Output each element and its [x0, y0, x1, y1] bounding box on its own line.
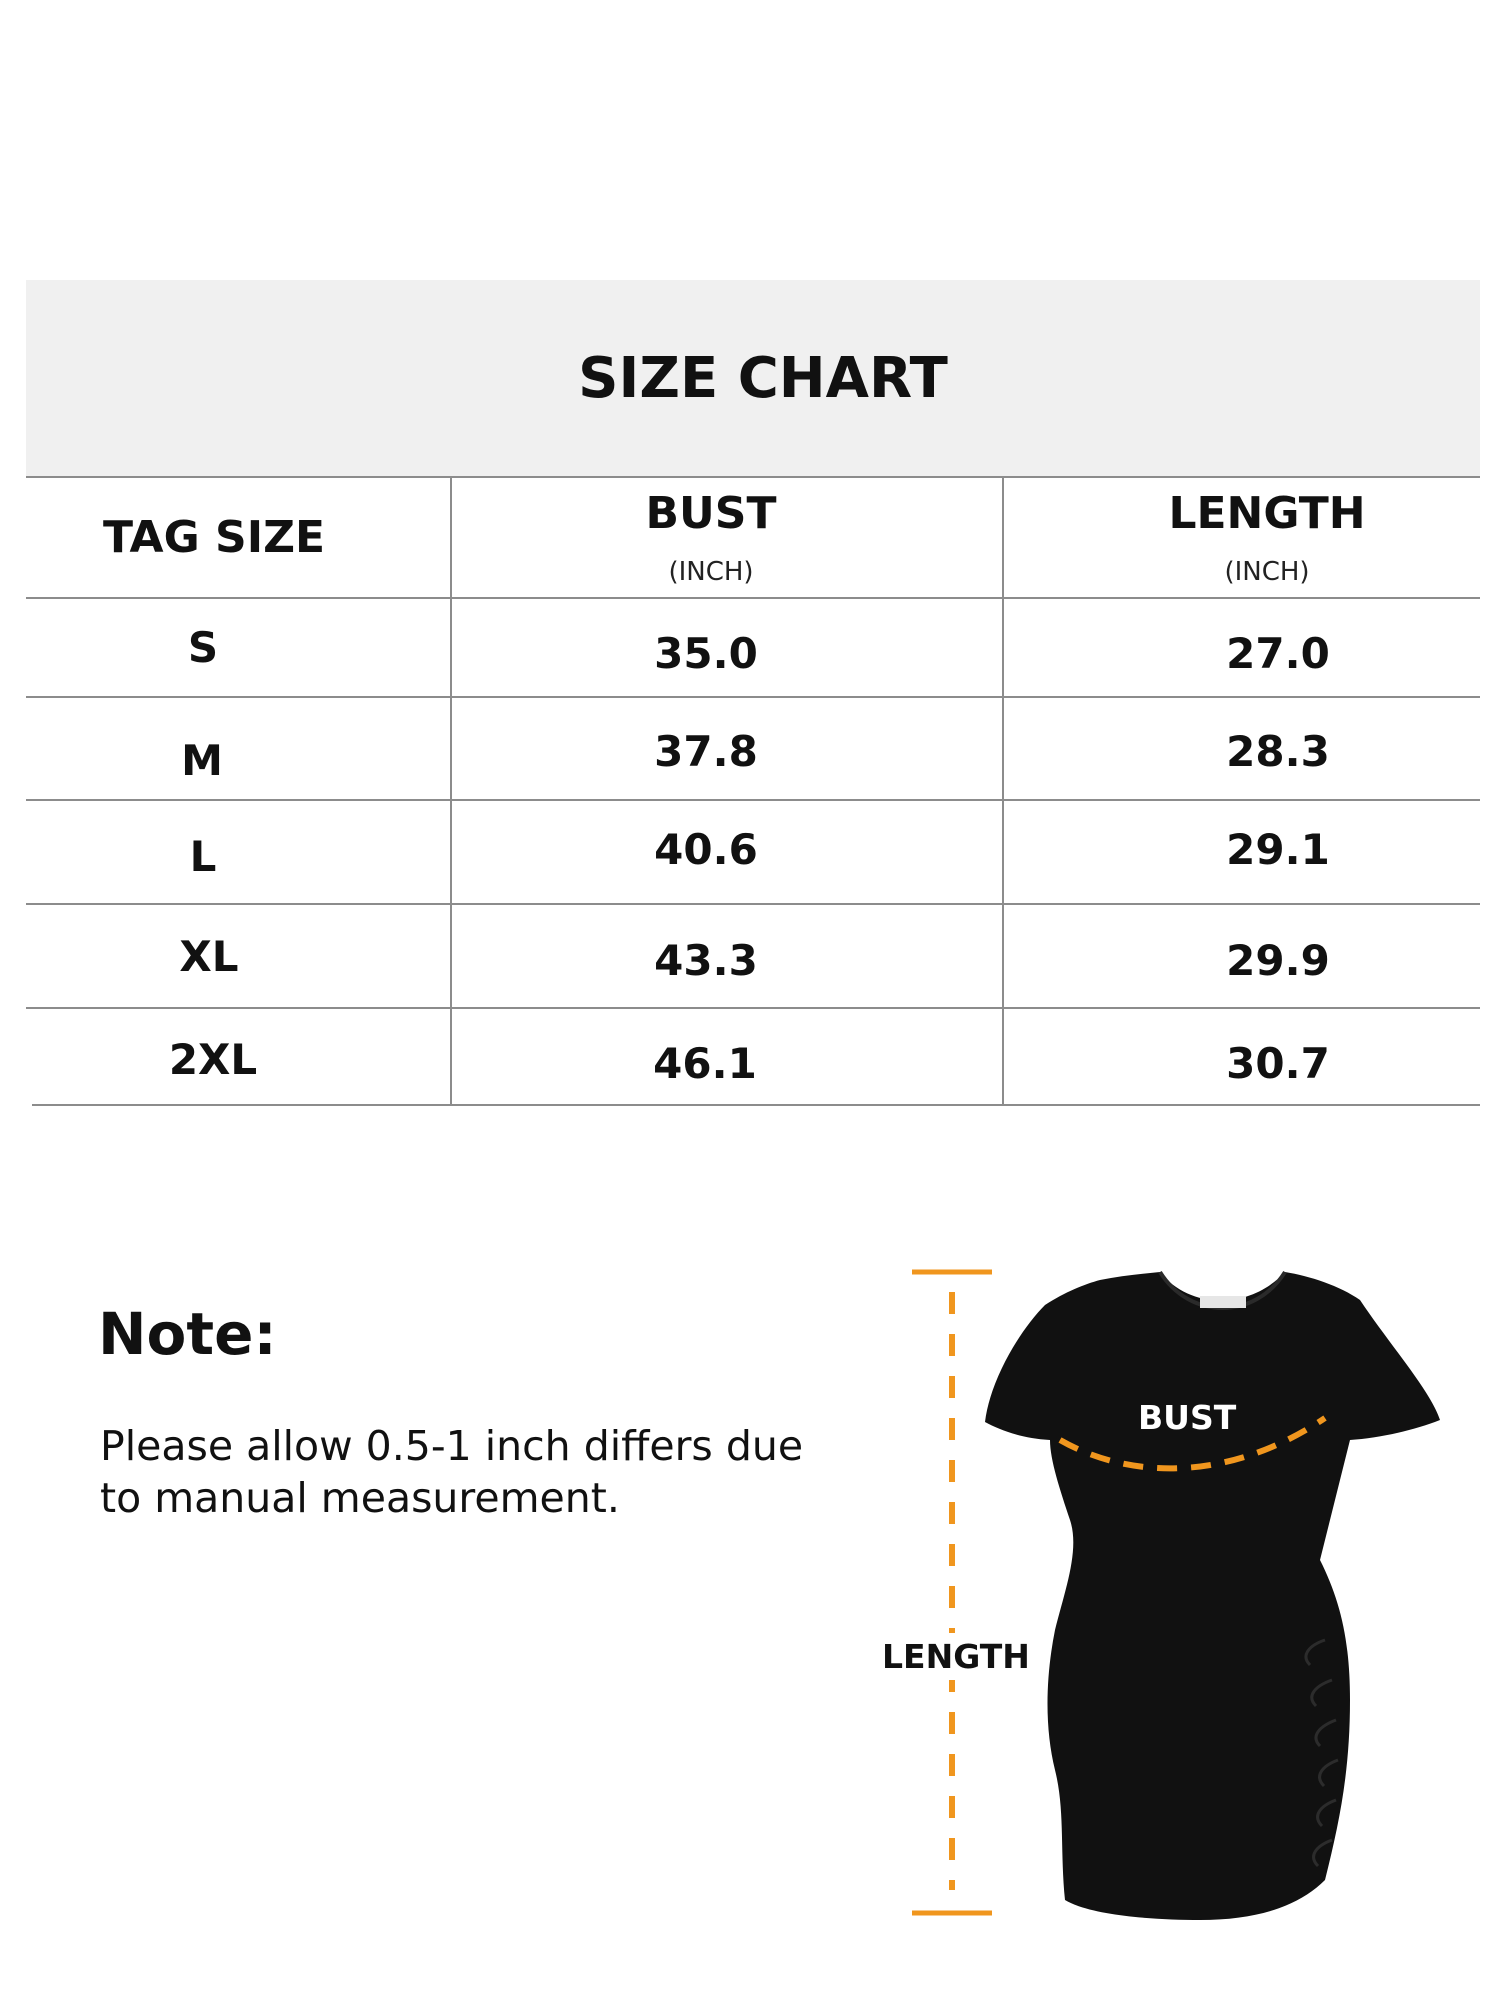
table-cell-bust: 46.1 — [653, 1038, 757, 1088]
note-text: Please allow 0.5-1 inch differs due to manual measurement. — [100, 1422, 804, 1522]
maternity-shirt — [985, 1272, 1440, 1920]
header-tag-size — [26, 478, 402, 597]
size-chart-banner — [26, 280, 1480, 476]
table-cell-bust: 37.8 — [654, 726, 758, 776]
table-cell-length: 28.3 — [1226, 726, 1330, 776]
header-length — [1004, 478, 1500, 597]
header-label: TAG SIZE — [102, 512, 326, 563]
header-unit: (INCH) — [1224, 557, 1310, 587]
table-cell-length: 30.7 — [1226, 1038, 1330, 1088]
header-unit: (INCH) — [668, 557, 754, 587]
table-cell-size: M — [181, 735, 223, 785]
table-cell-bust: 35.0 — [654, 628, 758, 678]
table-cell-size: S — [187, 622, 219, 672]
header-label: LENGTH — [1168, 488, 1366, 539]
table-cell-size: L — [189, 831, 217, 881]
label-tag — [1200, 1296, 1246, 1308]
table-cell-length: 27.0 — [1226, 628, 1330, 678]
length-label: LENGTH — [880, 1633, 1032, 1680]
table-cell-bust: 43.3 — [654, 935, 758, 985]
header-bust — [452, 478, 970, 597]
table-cell-bust: 40.6 — [654, 824, 758, 874]
shirt-illustration — [870, 1250, 1470, 1950]
table-cell-size: 2XL — [168, 1034, 258, 1084]
note-title: Note: — [98, 1300, 277, 1368]
header-label: BUST — [645, 488, 777, 539]
page-title: SIZE CHART — [578, 345, 948, 411]
table-cell-size: XL — [179, 931, 239, 981]
table-cell-length: 29.1 — [1226, 824, 1330, 874]
bust-label: BUST — [1138, 1398, 1237, 1437]
table-cell-length: 29.9 — [1226, 935, 1330, 985]
measurement-diagram — [870, 1250, 1470, 1950]
